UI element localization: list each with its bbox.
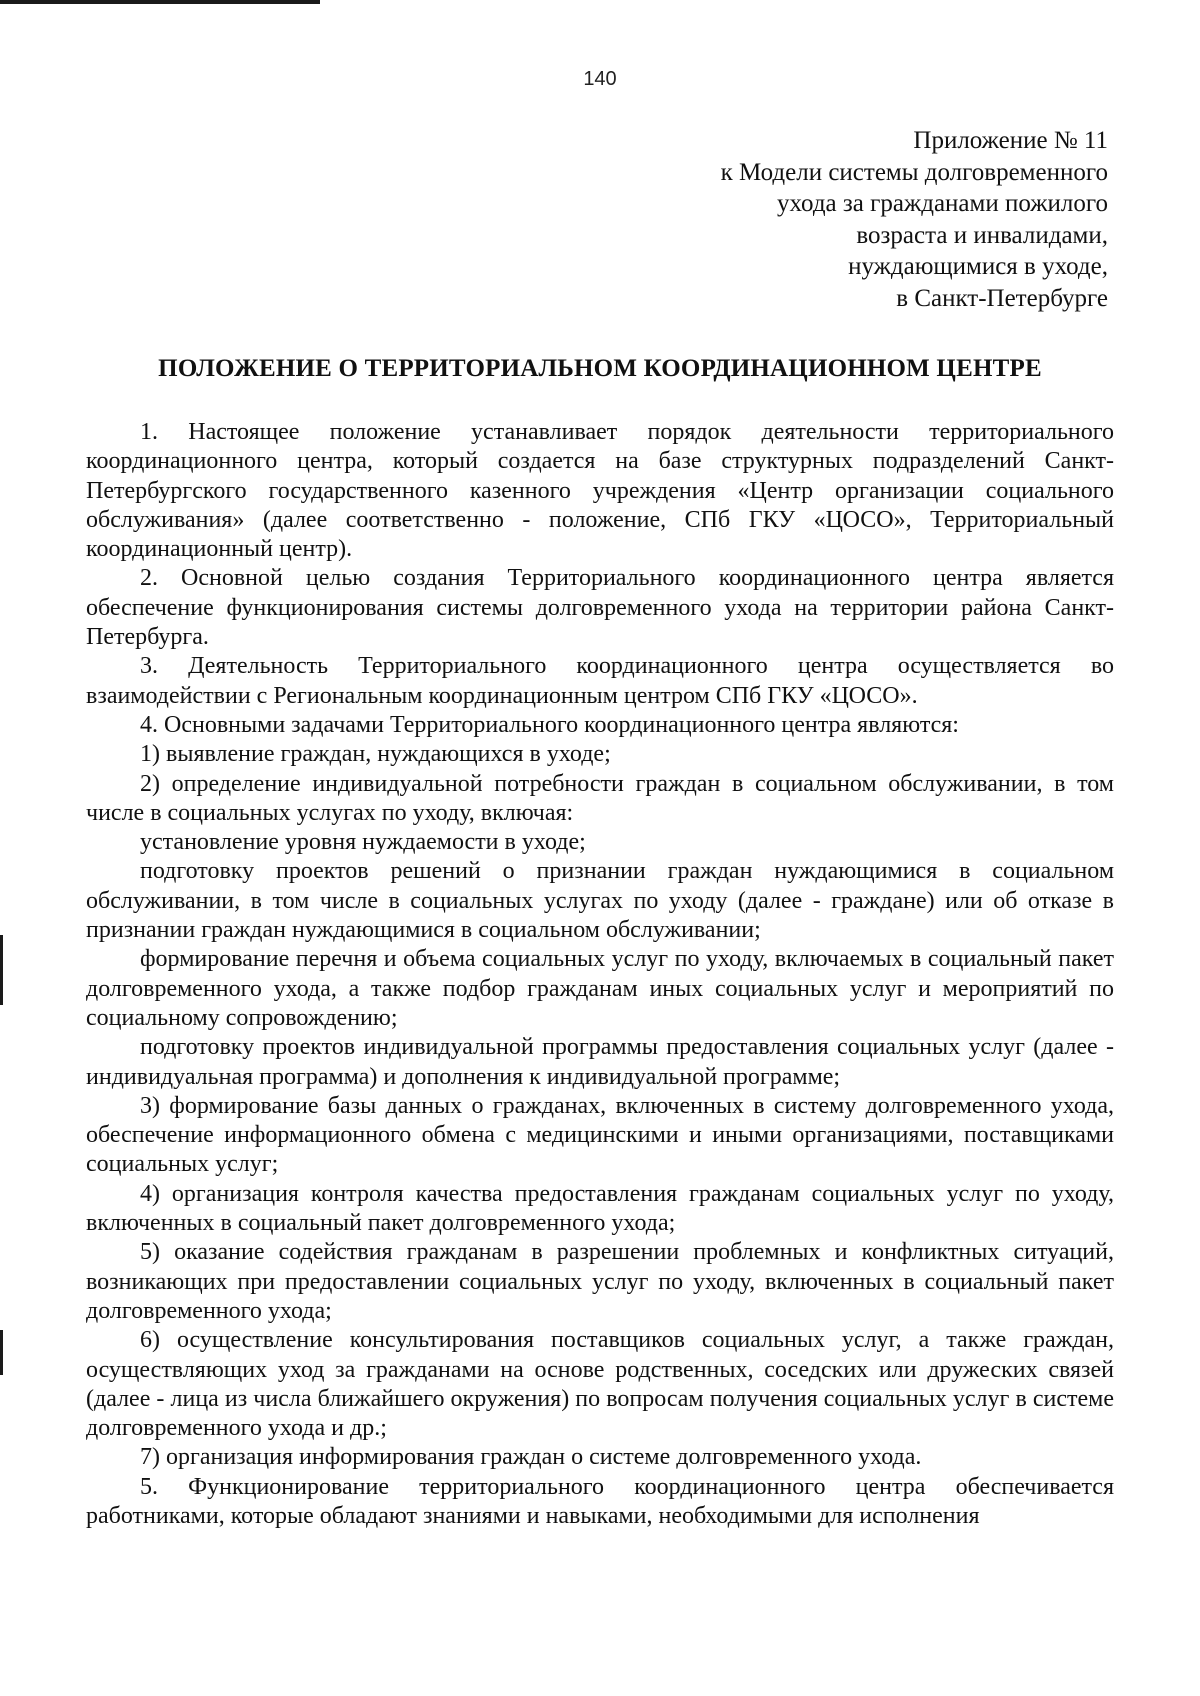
appendix-line: ухода за гражданами пожилого [777, 190, 1108, 217]
paragraph: 5. Функционирование территориального координационного центра обеспечивается работниками, которые обладают знаниями и навыками, необходимыми для исполнения [86, 1473, 1114, 1529]
paragraph: формирование перечня и объема социальных услуг по уходу, включаемых в социальный пакет долговременного ухода, а также подбор гражданам иных социальных услуг и мероприятий по социальному сопровождению; [86, 946, 1114, 1031]
appendix-line: нуждающимися в уходе, [848, 253, 1108, 280]
paragraph: 3) формирование базы данных о гражданах, включенных в систему долговременного ухода, обеспечение информационного обмена с медицинскими и иными организациями, поставщиками социальных услуг; [86, 1092, 1114, 1178]
document-title: ПОЛОЖЕНИЕ О ТЕРРИТОРИАЛЬНОМ КООРДИНАЦИОННОМ ЦЕНТРЕ [158, 355, 1042, 382]
paragraph: 2. Основной целью создания Территориального координационного центра является обеспечение функционирования системы долговременного ухода на территории района Санкт-Петербурга. [86, 565, 1114, 651]
page-number: 140 [583, 68, 617, 90]
scan-artifact-top-line [0, 0, 320, 4]
appendix-line: возраста и инвалидами, [856, 221, 1108, 249]
paragraph: 7) организация информирования граждан о системе долговременного ухода. [140, 1444, 922, 1471]
document-body [86, 418, 1114, 1531]
paragraph: 1) выявление граждан, нуждающихся в уходе; [140, 741, 611, 768]
paragraph: 2) определение индивидуальной потребности граждан в социальном обслуживании, в том числе в социальных услугах по уходу, включая: [86, 770, 1114, 826]
paragraph: подготовку проектов решений о признании граждан нуждающимися в социальном обслуживании, в том числе в социальных услугах по уходу (далее - граждане) или об отказе в признании граждан нуждающимися в социальном обслуживании; [86, 858, 1114, 944]
paragraph: 5) оказание содействия гражданам в разрешении проблемных и конфликтных ситуаций, возникающих при предоставлении социальных услуг по уходу, включенных в социальный пакет долговременного ухода; [86, 1239, 1114, 1324]
scan-artifact-margin-mark [0, 1330, 3, 1375]
appendix-line: в Санкт-Петербурге [896, 284, 1108, 312]
appendix-line: Приложение № 11 [913, 127, 1108, 154]
paragraph: установление уровня нуждаемости в уходе; [140, 829, 586, 856]
paragraph: 3. Деятельность Территориального координационного центра осуществляется во взаимодействии с Региональным координационным центром СПб ГКУ «ЦОСО». [86, 653, 1114, 709]
paragraph: 6) осуществление консультирования поставщиков социальных услуг, а также граждан, осуществляющих уход за гражданами на основе родственных, соседских или дружеских связей (далее - лица из числа ближайшего окружения) по вопросам получения социальных услуг в системе долговременного ухода и др.; [86, 1327, 1114, 1442]
paragraph: 4. Основными задачами Территориального координационного центра являются: [140, 711, 959, 738]
paragraph: подготовку проектов индивидуальной программы предоставления социальных услуг (далее - индивидуальная программа) и дополнения к индивидуальной программе; [86, 1034, 1114, 1090]
paragraph: 1. Настоящее положение устанавливает порядок деятельности территориального координационного центра, который создается на базе структурных подразделений Санкт-Петербургского государственного казенного учреждения «Центр организации социального обслуживания» (далее соответственно - положение, СПб ГКУ «ЦОСО», Территориальный координационный центр). [86, 419, 1114, 563]
scan-artifact-margin-mark [0, 935, 3, 1005]
appendix-line: к Модели системы долговременного [720, 158, 1108, 186]
appendix-reference [488, 125, 1108, 314]
paragraph: 4) организация контроля качества предоставления гражданам социальных услуг по уходу, включенных в социальный пакет долговременного ухода; [86, 1180, 1114, 1237]
